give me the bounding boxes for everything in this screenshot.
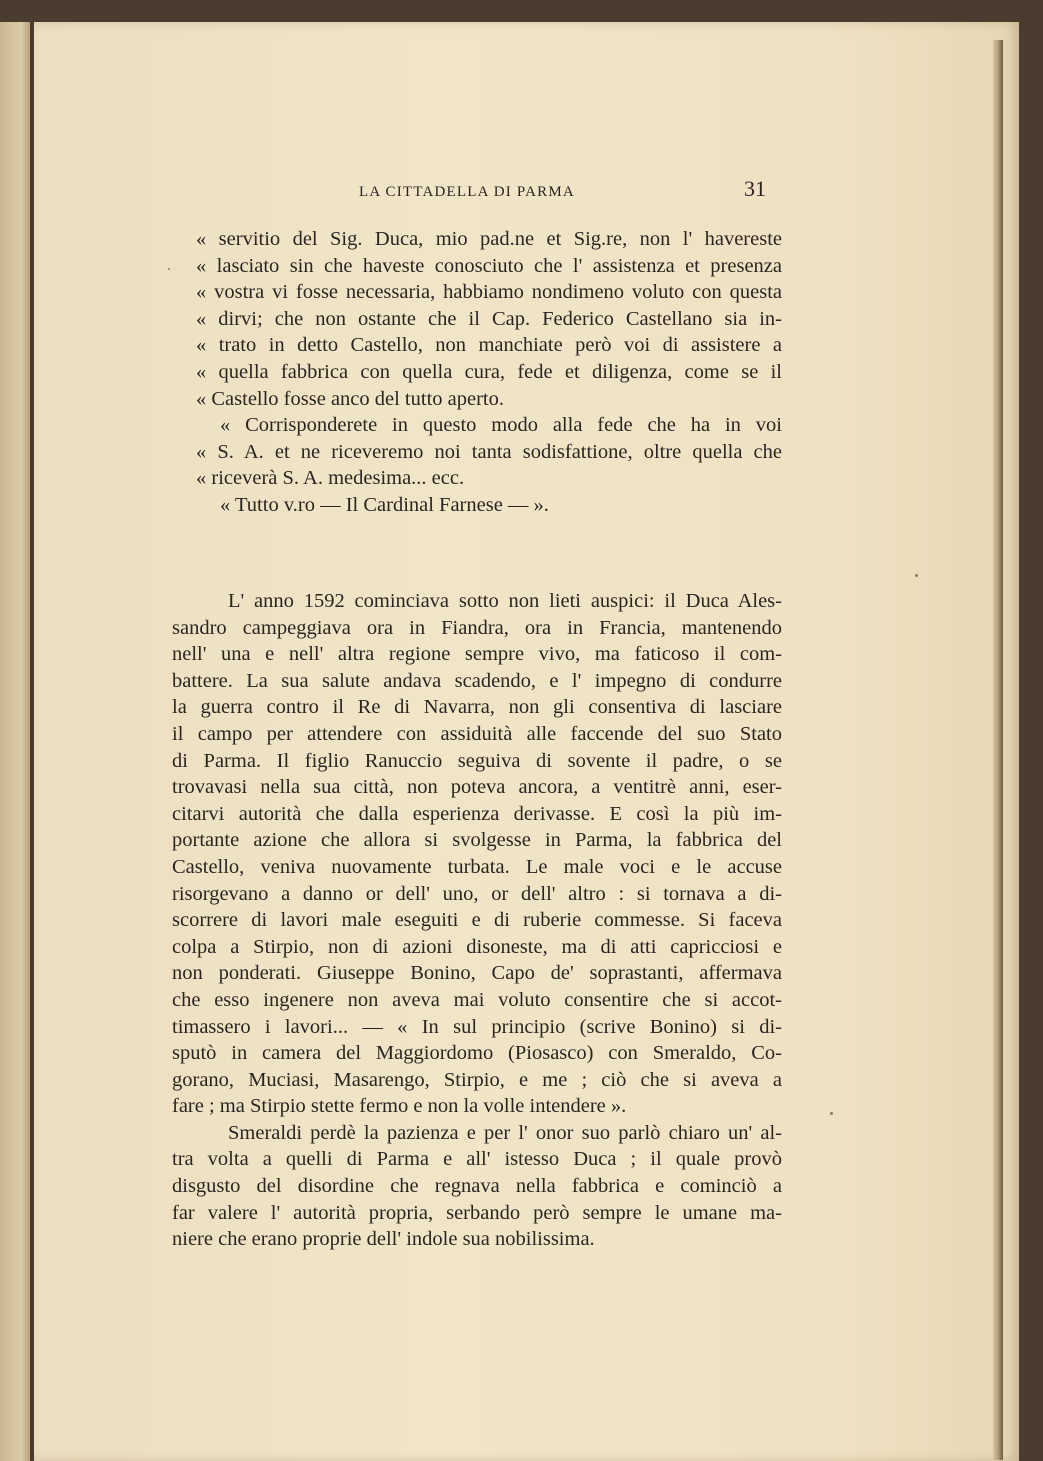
body-line: nell' una e nell' altra regione sempre vivo, ma faticoso il com-: [172, 643, 782, 666]
body-line: gorano, Muciasi, Masarengo, Stirpio, e me ; ciò che si aveva a: [172, 1068, 782, 1091]
body-line: far valere l' autorità propria, serbando però sempre le umane ma-: [172, 1201, 782, 1224]
body-line: colpa a Stirpio, non di azioni disoneste, ma di atti capricciosi e: [172, 935, 782, 958]
page-stack-edge: [993, 40, 1003, 1460]
quote-line: « servitio del Sig. Duca, mio pad.ne et Sig.re, non l' havereste: [196, 228, 782, 250]
paper-speck: [168, 268, 170, 270]
quote-line: « dirvi; che non ostante che il Cap. Federico Castellano sia in-: [196, 307, 782, 330]
body-line: portante azione che allora si svolgesse in Parma, la fabbrica del: [172, 829, 782, 852]
quote-line: « vostra vi fosse necessaria, habbiamo nondimeno voluto con questa: [196, 281, 782, 304]
quote-signature-line: « Tutto v.ro — Il Cardinal Farnese — ».: [220, 493, 549, 516]
body-line: la guerra contro il Re di Navarra, non gli consentiva di lasciare: [172, 696, 782, 719]
quote-line: « Castello fosse anco del tutto aperto.: [196, 387, 504, 410]
previous-page-edge: [0, 22, 30, 1461]
page-number: 31: [744, 176, 766, 201]
body-line: di Parma. Il figlio Ranuccio seguiva di sovente il padre, o se: [172, 749, 782, 772]
quote-line: « Corrisponderete in questo modo alla fede che ha in voi: [220, 414, 782, 437]
running-title: LA CITTADELLA DI PARMA: [359, 184, 575, 200]
body-line: battere. La sua salute andava scadendo, e l' impegno di condurre: [172, 669, 782, 692]
body-line: che esso ingenere non aveva mai voluto consentire che si accot-: [172, 988, 782, 1011]
body-line: disgusto del disordine che regnava nella fabbrica e cominciò a: [172, 1175, 782, 1198]
body-line: Smeraldi perdè la pazienza e per l' onor suo parlò chiaro un' al-: [228, 1121, 782, 1144]
body-line: trovavasi nella sua città, non poteva ancora, a ventitrè anni, eser-: [172, 776, 782, 799]
quote-line: « quella fabbrica con quella cura, fede et diligenza, come se il: [196, 360, 782, 383]
body-line: Castello, veniva nuovamente turbata. Le male voci e le accuse: [172, 855, 782, 878]
body-line: niere che erano proprie dell' indole sua nobilissima.: [172, 1228, 595, 1251]
body-line: timassero i lavori... — « In sul principio (scrive Bonino) si di-: [172, 1015, 782, 1038]
body-text: [172, 588, 782, 1253]
body-line: tra volta a quelli di Parma e all' istesso Duca ; il quale provò: [172, 1148, 782, 1171]
body-line: non ponderati. Giuseppe Bonino, Capo de' soprastanti, affermava: [172, 962, 782, 985]
body-line: scorrere di lavori male eseguiti e di ruberie commesse. Si faceva: [172, 909, 782, 932]
body-line: L' anno 1592 cominciava sotto non lieti auspici: il Duca Ales-: [228, 590, 782, 612]
quote-line: « riceverà S. A. medesima... ecc.: [196, 467, 465, 490]
body-line: fare ; ma Stirpio stette fermo e non la volle intendere ».: [172, 1095, 627, 1118]
quote-line: « trato in detto Castello, non manchiate però voi di assistere a: [196, 334, 782, 357]
paper-speck: [830, 1112, 833, 1115]
quoted-letter: [172, 226, 782, 519]
body-line: citarvi autorità che dalla esperienza derivasse. E così la più im-: [172, 802, 782, 825]
quote-line: « S. A. et ne riceveremo noi tanta sodisfattione, oltre quella che: [196, 440, 782, 463]
quote-line: « lasciato sin che haveste conosciuto che l' assistenza et presenza: [196, 254, 782, 277]
body-line: sandro campeggiava ora in Fiandra, ora in Francia, mantenendo: [172, 616, 782, 639]
body-line: il campo per attendere con assiduità alle faccende del suo Stato: [172, 722, 782, 745]
body-line: sputò in camera del Maggiordomo (Piosasco) con Smeraldo, Co-: [172, 1042, 782, 1065]
body-line: risorgevano a danno or dell' uno, or dell' altro : si tornava a di-: [172, 882, 782, 905]
paper-speck: [915, 574, 918, 577]
